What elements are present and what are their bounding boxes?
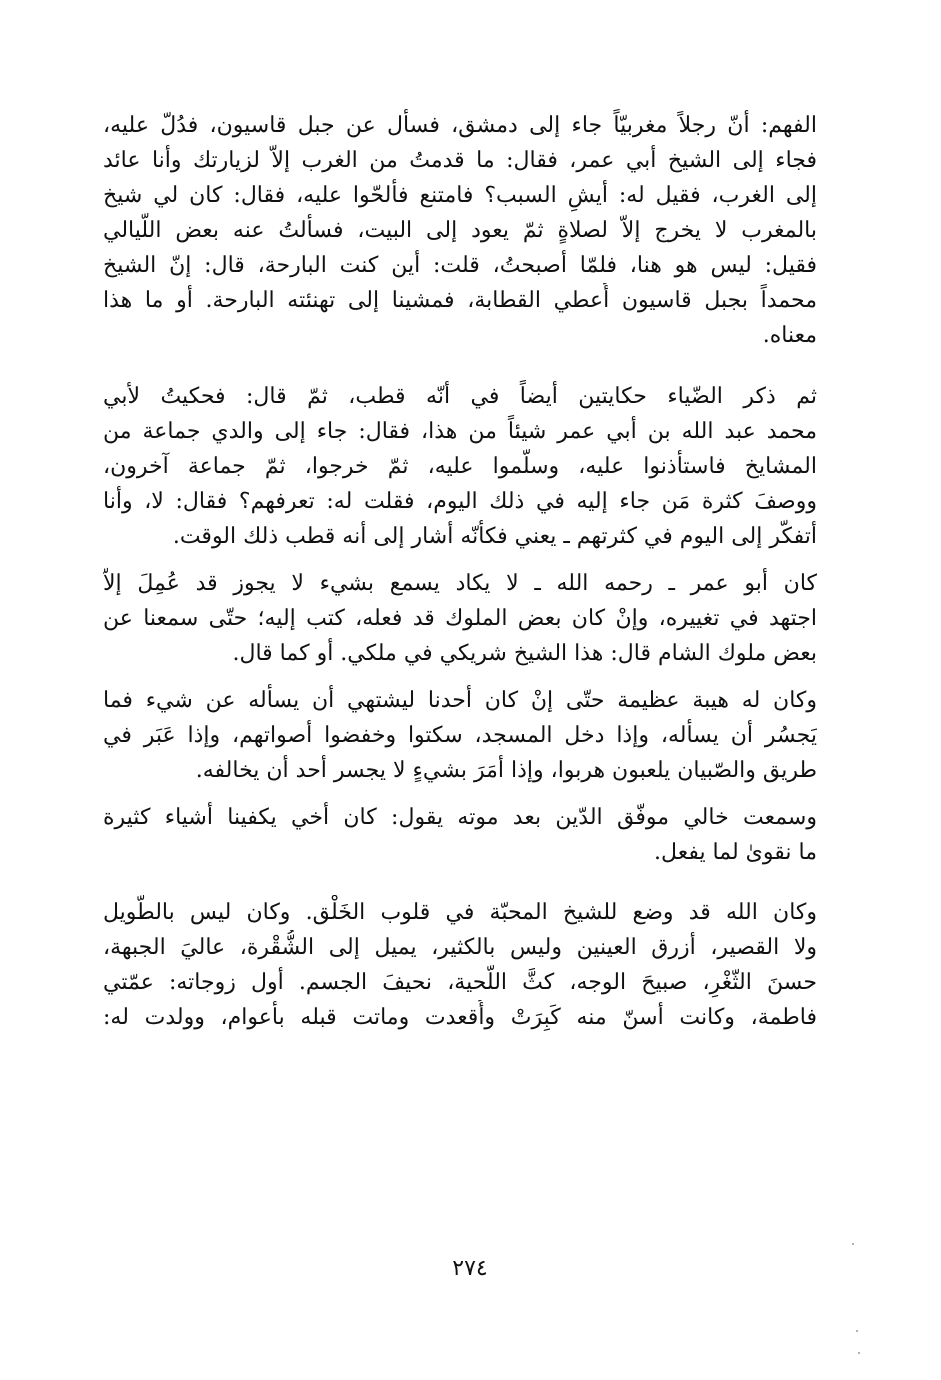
text-line: بعض ملوك الشام قال: هذا الشيخ شريكي في ملكي. أو كما قال. (232, 641, 817, 666)
text-line: فاطمة، وكانت أسنّ منه كَبِرَتْ وأُقعدت وماتت قبله بأعوام، وولدت له: (103, 1005, 817, 1030)
text-line: معناه. (762, 323, 817, 348)
text-line: وكان له هيبة عظيمة حتّى إنْ كان أحدنا ليشتهي أن يسأله عن شيء فما (103, 688, 817, 713)
text-line: يَجسُر أن يسأله، وإذا دخل المسجد، سكتوا وخفضوا أصواتهم، وإذا عَبَر في (103, 723, 817, 748)
text-line: حسنَ الثّغْرِ، صبيحَ الوجه، كثَّ اللّحية، نحيفَ الجسم. أول زوجاته: عمّتي (103, 970, 817, 995)
paragraph-1 (103, 108, 817, 353)
text-line: محمداً بجبل قاسيون أُعطي القطابة، فمشينا إلى تهنئته البارحة. أو ما هذا (103, 288, 817, 313)
paragraph-2 (103, 379, 817, 554)
paragraph-6 (103, 895, 817, 1035)
scan-speck (856, 1330, 858, 1332)
text-line: بالمغرب لا يخرج إلاّ لصلاةٍ ثمّ يعود إلى البيت، فسألتُ عنه بعض اللّيالي (103, 218, 817, 243)
text-line: ولا القصير، أزرق العينين وليس بالكثير، يميل إلى الشُّقْرة، عاليَ الجبهة، (103, 935, 817, 960)
text-line: ما نقوىٰ لما يفعل. (654, 840, 817, 865)
body-text (103, 108, 817, 1035)
text-line: وسمعت خالي موفّق الدّين بعد موته يقول: كان أخي يكفينا أشياء كثيرة (103, 805, 817, 830)
text-line: طريق والصّبيان يلعبون هربوا، وإذا أمَرَ بشيءٍ لا يجسر أحد أن يخالفه. (195, 758, 817, 783)
text-line: ووصفَ كثرة مَن جاء إليه في ذلك اليوم، فقلت له: تعرفهم؟ فقال: لا، وأنا (103, 489, 817, 514)
text-line: فجاء إلى الشيخ أبي عمر، فقال: ما قدمتُ من الغرب إلاّ لزيارتك وأنا عائد (103, 148, 817, 173)
scan-speck (852, 1243, 854, 1245)
text-line: محمد عبد الله بن أبي عمر شيئاً من هذا، فقال: جاء إلى والدي جماعة من (103, 419, 817, 444)
text-line: إلى الغرب، فقيل له: أيشِ السبب؟ فامتنع فألحّوا عليه، فقال: كان لي شيخ (103, 183, 817, 208)
text-line: اجتهد في تغييره، وإنْ كان بعض الملوك قد فعله، كتب إليه؛ حتّى سمعنا عن (103, 606, 817, 631)
text-line: المشايخ فاستأذنوا عليه، وسلّموا عليه، ثمّ خرجوا، ثمّ جماعة آخرون، (103, 454, 817, 479)
scan-speck (858, 1352, 860, 1354)
paragraph-5 (103, 800, 817, 870)
text-line: وكان الله قد وضع للشيخ المحبّة في قلوب الخَلْق. وكان ليس بالطّويل (103, 900, 817, 925)
text-line: الفهم: أنّ رجلاً مغربيّاً جاء إلى دمشق، فسأل عن جبل قاسيون، فدُلّ عليه، (103, 113, 817, 138)
text-line: فقيل: ليس هو هنا، فلمّا أصبحتُ، قلت: أين كنت البارحة، قال: إنّ الشيخ (103, 253, 817, 278)
page-number: ٢٧٤ (452, 1256, 488, 1281)
text-line: ثم ذكر الضّياء حكايتين أيضاً في أنّه قطب، ثمّ قال: فحكيتُ لأبي (103, 384, 817, 409)
paragraph-4 (103, 683, 817, 788)
text-line: أتفكّر إلى اليوم في كثرتهم ـ يعني فكأنّه أشار إلى أنه قطب ذلك الوقت. (172, 524, 817, 549)
paragraph-3 (103, 566, 817, 671)
text-line: كان أبو عمر ـ رحمه الله ـ لا يكاد يسمع بشيء لا يجوز قد عُمِلَ إلاّ (103, 571, 817, 596)
